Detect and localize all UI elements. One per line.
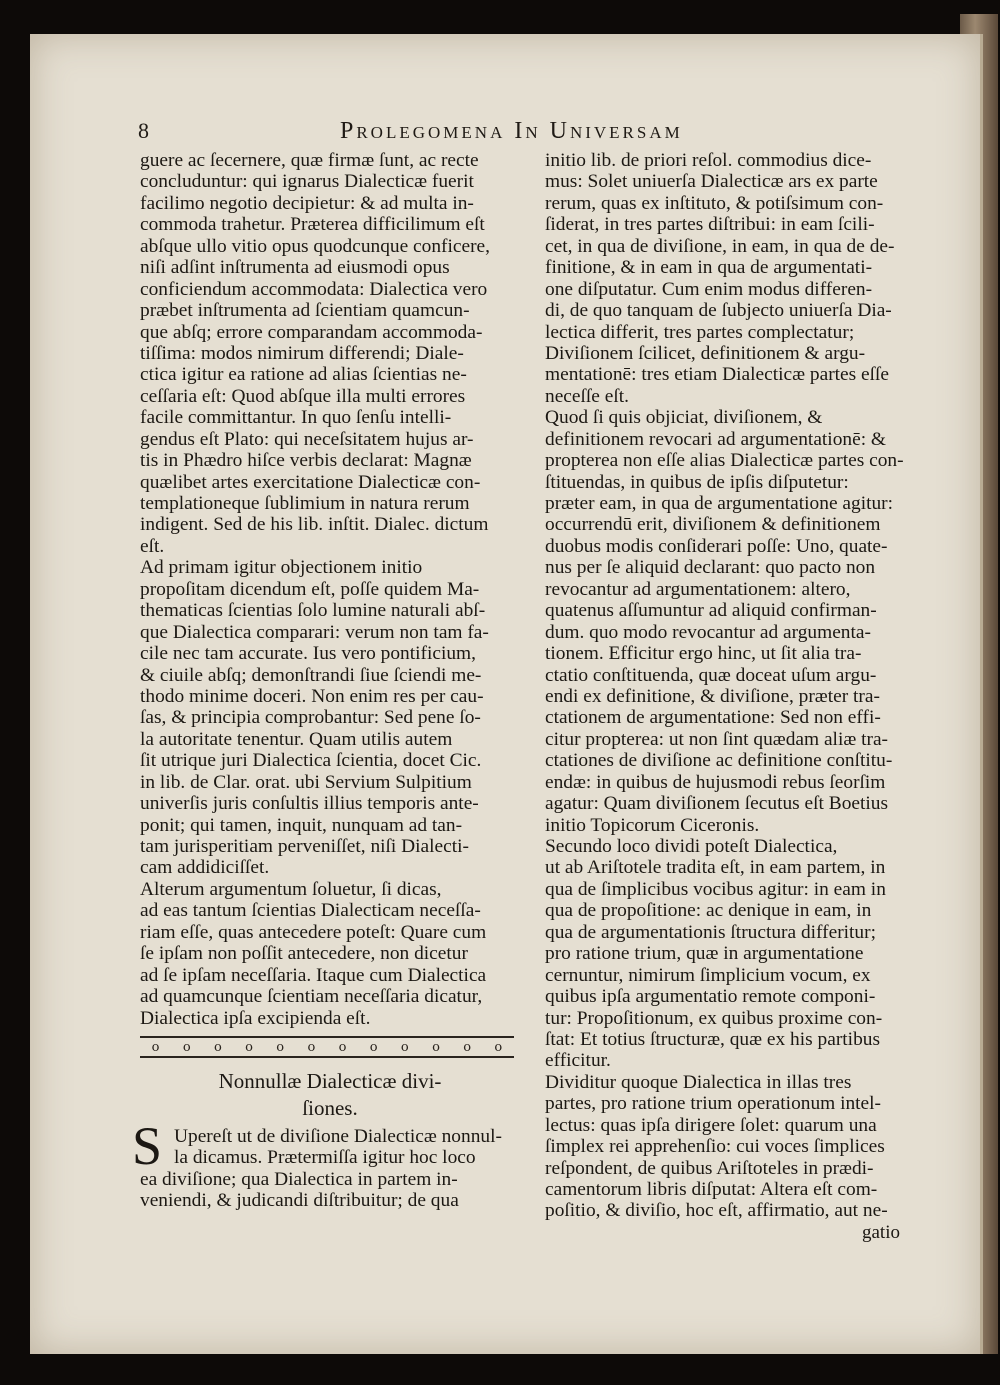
text-line: revocantur ad argumentationem: altero, [545,578,851,600]
text-line: riam eſſe, quas antecedere poteſt: Quare cum [140,921,487,943]
text-line: la autoritate tenentur. Quam utilis autem [140,728,453,750]
text-line: ctica igitur ea ratione ad alias ſcientias ne- [140,364,467,386]
text-line: cam addidiciſſet. [140,857,270,879]
ornament-glyph: o [307,1039,316,1055]
text-line: ad quamcunque ſcientiam neceſſaria dicatur, [140,986,483,1008]
text-line: ut ab Ariſtotele tradita eſt, in eam partem, in [545,857,886,879]
text-line: rerum, quas ex inſtituto, & potiſsimum con- [545,192,884,214]
text-line: univerſis juris conſultis illius temporis ante- [140,793,479,815]
text-line: tam jurisperitiam perveniſſet, niſi Dialecti- [140,836,469,857]
section-heading-continued: ſiones. [302,1096,358,1120]
text-line: occurrendū erit, diviſionem & definitionem [545,514,881,536]
text-line: propoſitam dicendum eſt, poſſe quidem Ma- [140,578,480,600]
text-line: quibus ipſa argumentatio remote componi- [545,986,876,1008]
text-line: qua de propoſitione: ac denique in eam, in [545,900,872,922]
text-line: la dicamus. Prætermiſſa igitur hoc loco [174,1147,476,1169]
text-line: ea diviſione; qua Dialectica in partem in- [140,1168,458,1190]
text-line: partes, pro ratione trium operationum intel- [545,1093,882,1115]
text-line: in lib. de Clar. orat. ubi Servium Sulpitium [140,771,472,793]
text-line: qua de ſimplicibus vocibus agitur: in eam in [545,878,886,900]
text-line: poſitio, & diviſio, hoc eſt, affirmatio, aut ne- [545,1200,888,1222]
text-line: qua de argumentationis ſtructura differitur; [545,921,876,943]
text-line: Upereſt ut de diviſione Dialecticæ nonnul- [174,1126,502,1147]
text-line: Secundo loco dividi poteſt Dialectica, [545,836,838,857]
text-line: commoda trahetur. Præterea difficilimum eſt [140,214,485,236]
ornament-glyph: o [400,1039,409,1055]
ornament-glyph: o [463,1039,472,1055]
text-line: thodo minime doceri. Non enim res per cau- [140,685,484,707]
text-line: conficiendum accommodata: Dialectica vero [140,278,488,300]
text-line: Ad primam igitur objectionem initio [140,557,423,579]
text-line: & ciuile abſq; demonſtrandi ſiue ſciendi me- [140,664,482,686]
text-line: ſtituendas, in quibus de ipſis diſputetur: [545,471,849,493]
ornament-glyph: o [494,1039,503,1055]
text-line: camentorum libris diſputat: Altera eſt com- [545,1179,878,1200]
text-line: di, de quo tanquam de ſubjecto uniuerſa Dia- [545,300,892,322]
text-line: facile committantur. In quo ſenſu intelli- [140,407,452,429]
ornament-glyph: o [338,1039,347,1055]
drop-capital: S [132,1116,163,1176]
text-line: ad ſe ipſam neceſſaria. Itaque cum Dialectica [140,964,487,986]
text-line: niſi adſint inſtrumenta ad eiusmodi opus [140,257,450,279]
text-line: citur propterea: ut non ſint quædam aliæ tra- [545,728,889,750]
ornament-glyph: o [182,1039,191,1055]
text-line: cile nec tam accurate. Ius vero pontificium, [140,643,476,665]
text-line: cet, in qua de diviſione, in eam, in qua de de- [545,235,895,257]
text-line: veniendi, & judicandi diſtribuitur; de qua [140,1190,459,1212]
text-line: duobus modis conſiderari poſſe: Uno, quate- [545,535,888,557]
text-line: ponit; qui tamen, inquit, nunquam ad tan- [140,814,463,836]
section-heading: Nonnullæ Dialecticæ divi- [218,1069,442,1093]
text-line: Quod ſi quis objiciat, diviſionem, & [545,407,823,429]
text-line: ſtat: Et totius ſtructuræ, quæ ex his partibus [545,1028,880,1050]
text-line: efficitur. [545,1050,611,1072]
text-line: mentationē: tres etiam Dialecticæ partes eſſe [545,364,890,386]
text-line: eſt. [140,535,165,557]
text-line: neceſſe eſt. [545,385,629,407]
text-line: gendus eſt Plato: qui neceſsitatem hujus ar- [140,428,474,450]
text-line: tiſſima: modos nimirum differendi; Diale- [140,342,464,364]
text-line: ſimplex rei apprehenſio: cui voces ſimplices [545,1136,885,1158]
ornament-glyph: o [432,1039,440,1055]
catchword: gatio [862,1222,900,1243]
text-line: guere ac ſecernere, quæ firmæ ſunt, ac recte [140,150,479,171]
ornament-glyph: o [151,1039,160,1055]
ornament-glyph: o [213,1039,222,1055]
page-number: 8 [138,118,149,143]
text-line: lectus: quas ipſa dirigere ſolet: quarum una [545,1114,877,1136]
text-line: ad eas tantum ſcientias Dialecticam neceſſa- [140,900,481,922]
text-line: endi ex definitione, & diviſione, præter tra- [545,685,880,707]
text-line: ctatio conſtituenda, quæ doceat uſum argu- [545,664,877,686]
text-line: quatenus aſſumuntur ad aliquid confirman- [545,600,877,622]
text-line: endæ: in quibus de hujusmodi rebus ſeorſim [545,771,886,793]
text-line: thematicas ſcientias ſolo lumine naturali abſ- [140,600,486,622]
text-line: ſe ipſam non poſſit antecedere, non dicetur [140,943,468,965]
text-line: agatur: Quam diviſionem ſecutus eſt Boetius [545,793,889,815]
text-line: abſque ullo vitio opus quodcunque conficere, [140,235,491,257]
text-line: dum. quo modo revocantur ad argumenta- [545,621,871,643]
text-line: tis in Phædro hiſce verbis declarat: Magnæ [140,450,472,472]
ornamental-rule [140,1036,514,1058]
text-line: mus: Solet uniuerſa Dialecticæ ars ex parte [545,171,878,193]
text-line: Diviſionem ſcilicet, definitionem & argu- [545,342,866,364]
text-line: initio Topicorum Ciceronis. [545,814,760,836]
text-line: definitionem revocari ad argumentationē: & [545,428,887,450]
text-line: tionem. Efficitur ergo hinc, ut ſit alia tra- [545,643,862,665]
text-line: facilimo negotio decipietur: & ad multa in- [140,192,474,214]
text-line: initio lib. de priori reſol. commodius dice- [545,150,872,171]
text-line: ctationes de diviſione ac definitione conſtitu- [545,750,893,772]
text-line: templationeque ſublimium in natura rerum [140,493,470,514]
ornament-glyph: o [369,1039,378,1055]
text-line: que Dialectica comparari: verum non tam fa- [140,621,489,643]
text-line: ſas, & principia comprobantur: Sed pene ſo- [140,707,481,729]
text-line: quælibet artes exercitatione Dialecticæ con- [140,471,481,493]
text-line: præter eam, in qua de argumentatione agitur: [545,493,894,514]
text-line: Alterum argumentum ſoluetur, ſi dicas, [140,878,442,900]
text-line: præbet inſtrumenta ad ſcientiam quamcun- [140,300,470,322]
right-column [545,150,925,1222]
text-line: concluduntur: qui ignarus Dialecticæ fuerit [140,171,474,193]
text-line: ſiderat, in tres partes diſtribui: in eam ſcili- [545,214,875,236]
text-line: lectica differit, tres partes complectatur; [545,321,855,343]
text-line: propterea non eſſe alias Dialecticæ partes con- [545,450,904,472]
text-line: pro ratione trium, quæ in argumentatione [545,943,864,965]
text-line: que abſq; errore comparandam accommoda- [140,321,483,343]
text-line: cernuntur, nimirum ſimplicium vocum, ex [545,964,871,986]
text-line: nus per ſe aliquid declarant: quo pacto non [545,557,876,579]
text-line: Dividitur quoque Dialectica in illas tres [545,1071,852,1093]
text-line: tur: Propoſitionum, ex quibus proxime con- [545,1007,883,1029]
ornament-glyph: o [245,1039,253,1055]
text-line: indigent. Sed de his lib. inſtit. Dialec. dictum [140,514,489,536]
text-line: Dialectica ipſa excipienda eſt. [140,1007,371,1029]
text-line: ceſſaria eſt: Quod abſque illa multi errores [140,385,466,407]
text-line: one diſputatur. Cum enim modus differen- [545,278,873,300]
text-line: finitione, & in eam in qua de argumentati- [545,257,873,279]
text-line: reſpondent, de quibus Ariſtoteles in prædi- [545,1157,874,1179]
running-head: Prolegomena In Universam [340,118,683,144]
text-line: ſit utrique juri Dialectica ſcientia, docet Cic. [140,750,482,772]
text-line: ctationem de argumentatione: Sed non effi- [545,707,881,729]
page-header [0,118,1000,148]
ornament-glyph: o [276,1039,285,1055]
section-body [140,1126,520,1212]
left-column [140,150,520,1029]
